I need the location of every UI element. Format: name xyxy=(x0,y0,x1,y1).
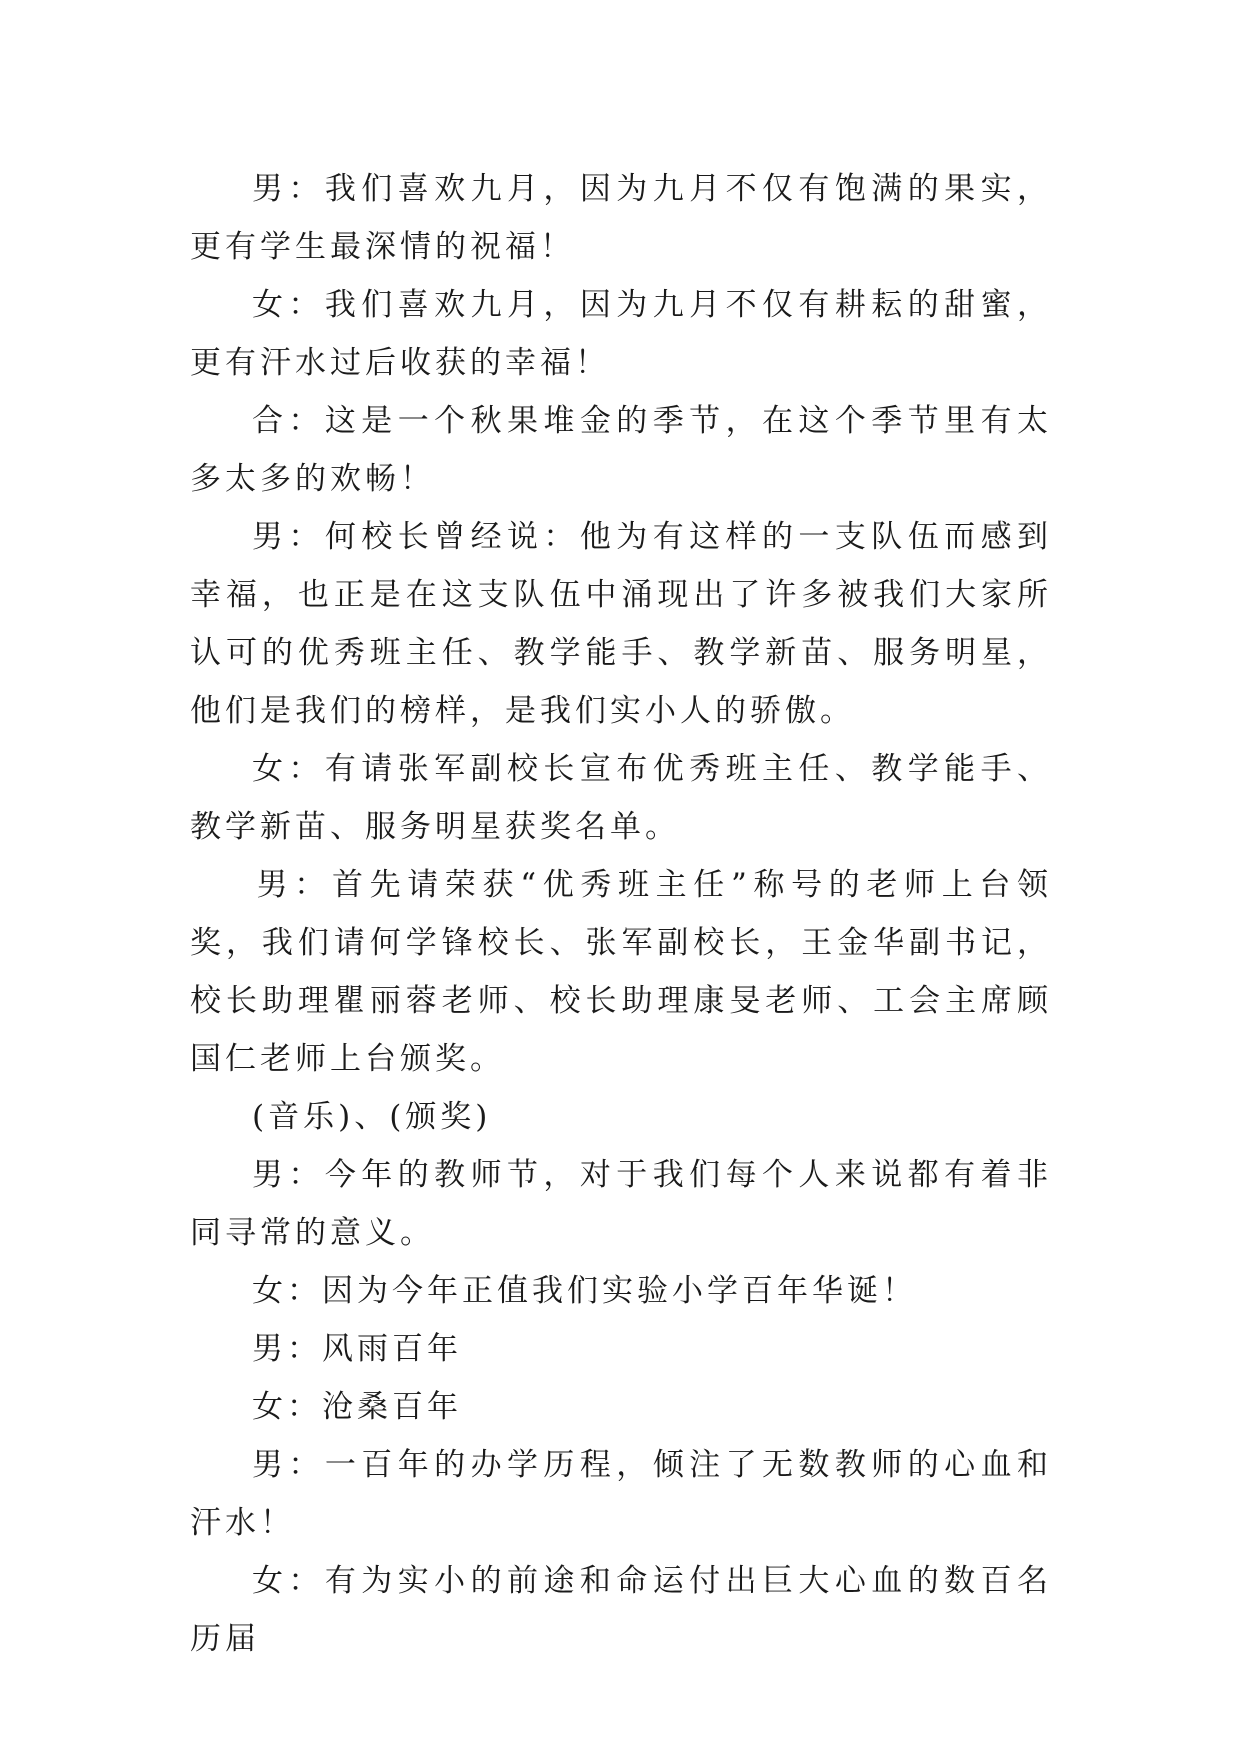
paragraph-4: 男：何校长曾经说：他为有这样的一支队伍而感到幸福，也正是在这支队伍中涌现出了许多被我们大家所认可的优秀班主任、教学能手、教学新苗、服务明星，他们是我们的榜样，是我们实小人的骄傲。 xyxy=(190,519,1052,729)
document-body xyxy=(190,160,1052,1668)
paragraph-1: 男：我们喜欢九月，因为九月不仅有饱满的果实，更有学生最深情的祝福！ xyxy=(190,171,1052,265)
paragraph-2: 女：我们喜欢九月，因为九月不仅有耕耘的甜蜜，更有汗水过后收获的幸福！ xyxy=(190,287,1052,381)
paragraph-7: (音乐)、(颁奖) xyxy=(252,1099,492,1135)
paragraph-3: 合：这是一个秋果堆金的季节，在这个季节里有太多太多的欢畅！ xyxy=(190,403,1052,497)
paragraph-5: 女：有请张军副校长宣布优秀班主任、教学能手、教学新苗、服务明星获奖名单。 xyxy=(190,751,1052,845)
paragraph-12: 男：一百年的办学历程，倾注了无数教师的心血和汗水！ xyxy=(190,1447,1052,1541)
paragraph-13: 女：有为实小的前途和命运付出巨大心血的数百名历届 xyxy=(190,1563,1052,1657)
paragraph-6: 男：首先请荣获“优秀班主任”称号的老师上台领奖，我们请何学锋校长、张军副校长，王金华副书记，校长助理瞿丽蓉老师、校长助理康旻老师、工会主席顾国仁老师上台颁奖。 xyxy=(190,867,1052,1077)
paragraph-8: 男：今年的教师节，对于我们每个人来说都有着非同寻常的意义。 xyxy=(190,1157,1052,1251)
paragraph-10: 男：风雨百年 xyxy=(252,1331,462,1367)
paragraph-11: 女：沧桑百年 xyxy=(252,1389,462,1425)
paragraph-9: 女：因为今年正值我们实验小学百年华诞！ xyxy=(252,1273,917,1309)
